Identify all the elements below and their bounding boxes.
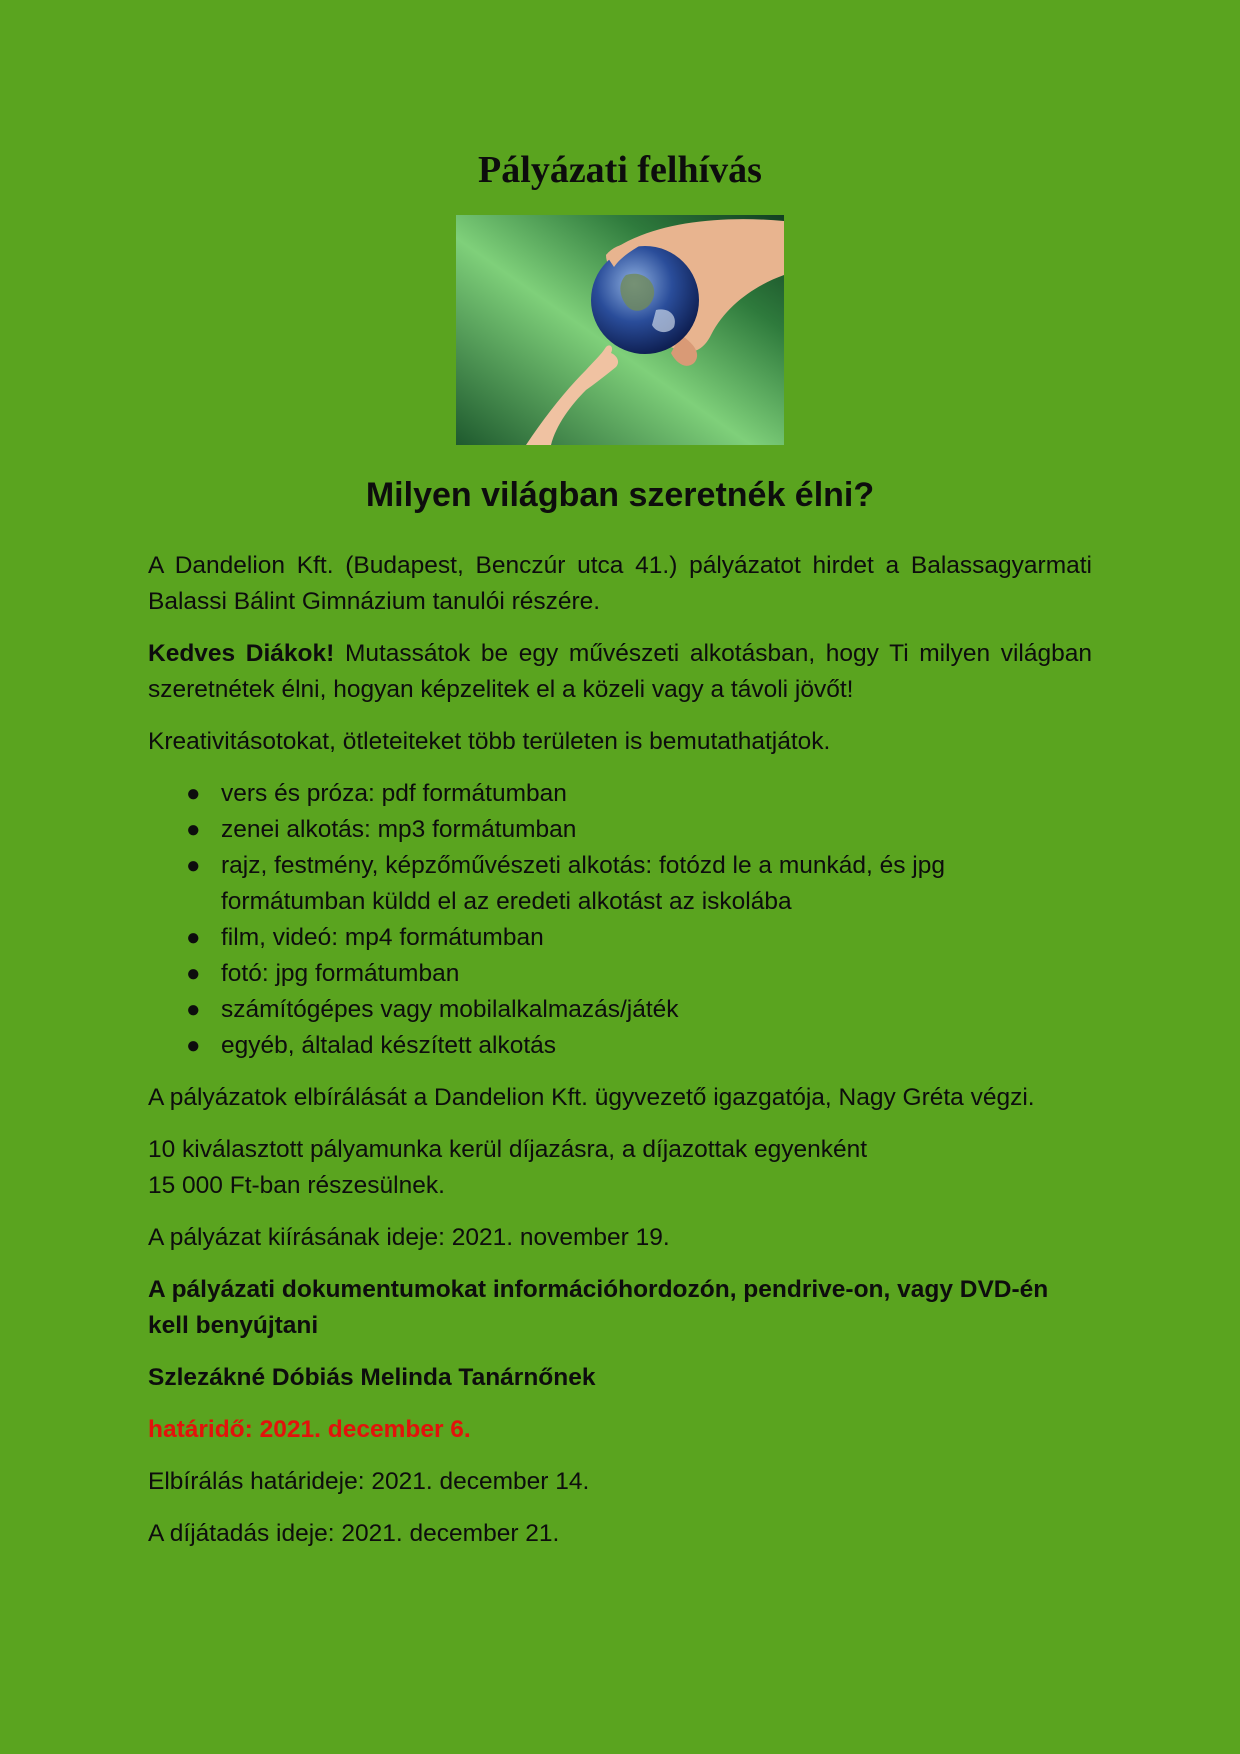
bullet-icon: ● (186, 996, 201, 1023)
award-date: A díjátadás ideje: 2021. december 21. (148, 1520, 560, 1547)
list-item-text: zenei alkotás: mp3 formátumban (221, 816, 577, 843)
prize-paragraph (148, 1132, 1092, 1204)
list-item (148, 776, 1092, 812)
bullet-icon: ● (186, 924, 201, 951)
globe-in-hands-image (456, 215, 784, 445)
list-item-text: egyéb, általad készített alkotás (221, 1032, 557, 1059)
teacher-name: Szlezákné Dóbiás Melinda Tanárnőnek (148, 1364, 596, 1391)
list-item (148, 920, 1092, 956)
list-item-text: fotó: jpg formátumban (221, 960, 460, 987)
announcement-date: A pályázat kiírásának ideje: 2021. november 19. (148, 1224, 670, 1251)
greeting-paragraph (148, 636, 1092, 708)
greeting-salutation: Kedves Diákok! (148, 640, 335, 667)
bullet-icon: ● (186, 852, 201, 879)
category-list (148, 776, 1092, 1064)
section-heading: Milyen világban szeretnék élni? (365, 476, 875, 514)
deadline-text: határidő: 2021. december 6. (148, 1416, 471, 1443)
list-item (148, 956, 1092, 992)
bullet-icon: ● (186, 1032, 201, 1059)
list-item (148, 812, 1092, 848)
document-body (148, 548, 1092, 1568)
page-title: Pályázati felhívás (478, 149, 762, 191)
list-item-text: film, videó: mp4 formátumban (221, 924, 544, 951)
list-item-text: rajz, festmény, képzőművészeti alkotás: fotózd le a munkád, és jpg formátumban küldd el az eredeti alkotást az iskolába (221, 852, 946, 915)
list-item-text: vers és próza: pdf formátumban (221, 780, 567, 807)
list-item (148, 848, 1092, 920)
bullet-icon: ● (186, 960, 201, 987)
bullet-icon: ● (186, 780, 201, 807)
submission-instructions: A pályázati dokumentumokat információhordozón, pendrive-on, vagy DVD-én kell benyújtani (148, 1276, 1049, 1339)
greeting-text: Mutassátok be egy művészeti alkotásban, hogy Ti milyen világban szeretnétek élni, hogyan képzelitek el a közeli vagy a távoli jövőt! (148, 640, 1092, 703)
bullet-icon: ● (186, 816, 201, 843)
list-item (148, 992, 1092, 1028)
evaluation-date: Elbírálás határideje: 2021. december 14. (148, 1468, 590, 1495)
creativity-paragraph: Kreativitásotokat, ötleteiteket több területen is bemutathatjátok. (148, 728, 831, 755)
prize-line-2: 15 000 Ft-ban részesülnek. (148, 1172, 445, 1199)
prize-line-1: 10 kiválasztott pályamunka kerül díjazásra, a díjazottak egyenként (148, 1136, 868, 1163)
list-item-text: számítógépes vagy mobilalkalmazás/játék (221, 996, 679, 1023)
judging-paragraph: A pályázatok elbírálását a Dandelion Kft. ügyvezető igazgatója, Nagy Gréta végzi. (148, 1084, 1035, 1111)
list-item (148, 1028, 1092, 1064)
intro-paragraph: A Dandelion Kft. (Budapest, Benczúr utca 41.) pályázatot hirdet a Balassagyarmati Balassi Bálint Gimnázium tanulói részére. (148, 552, 1092, 615)
